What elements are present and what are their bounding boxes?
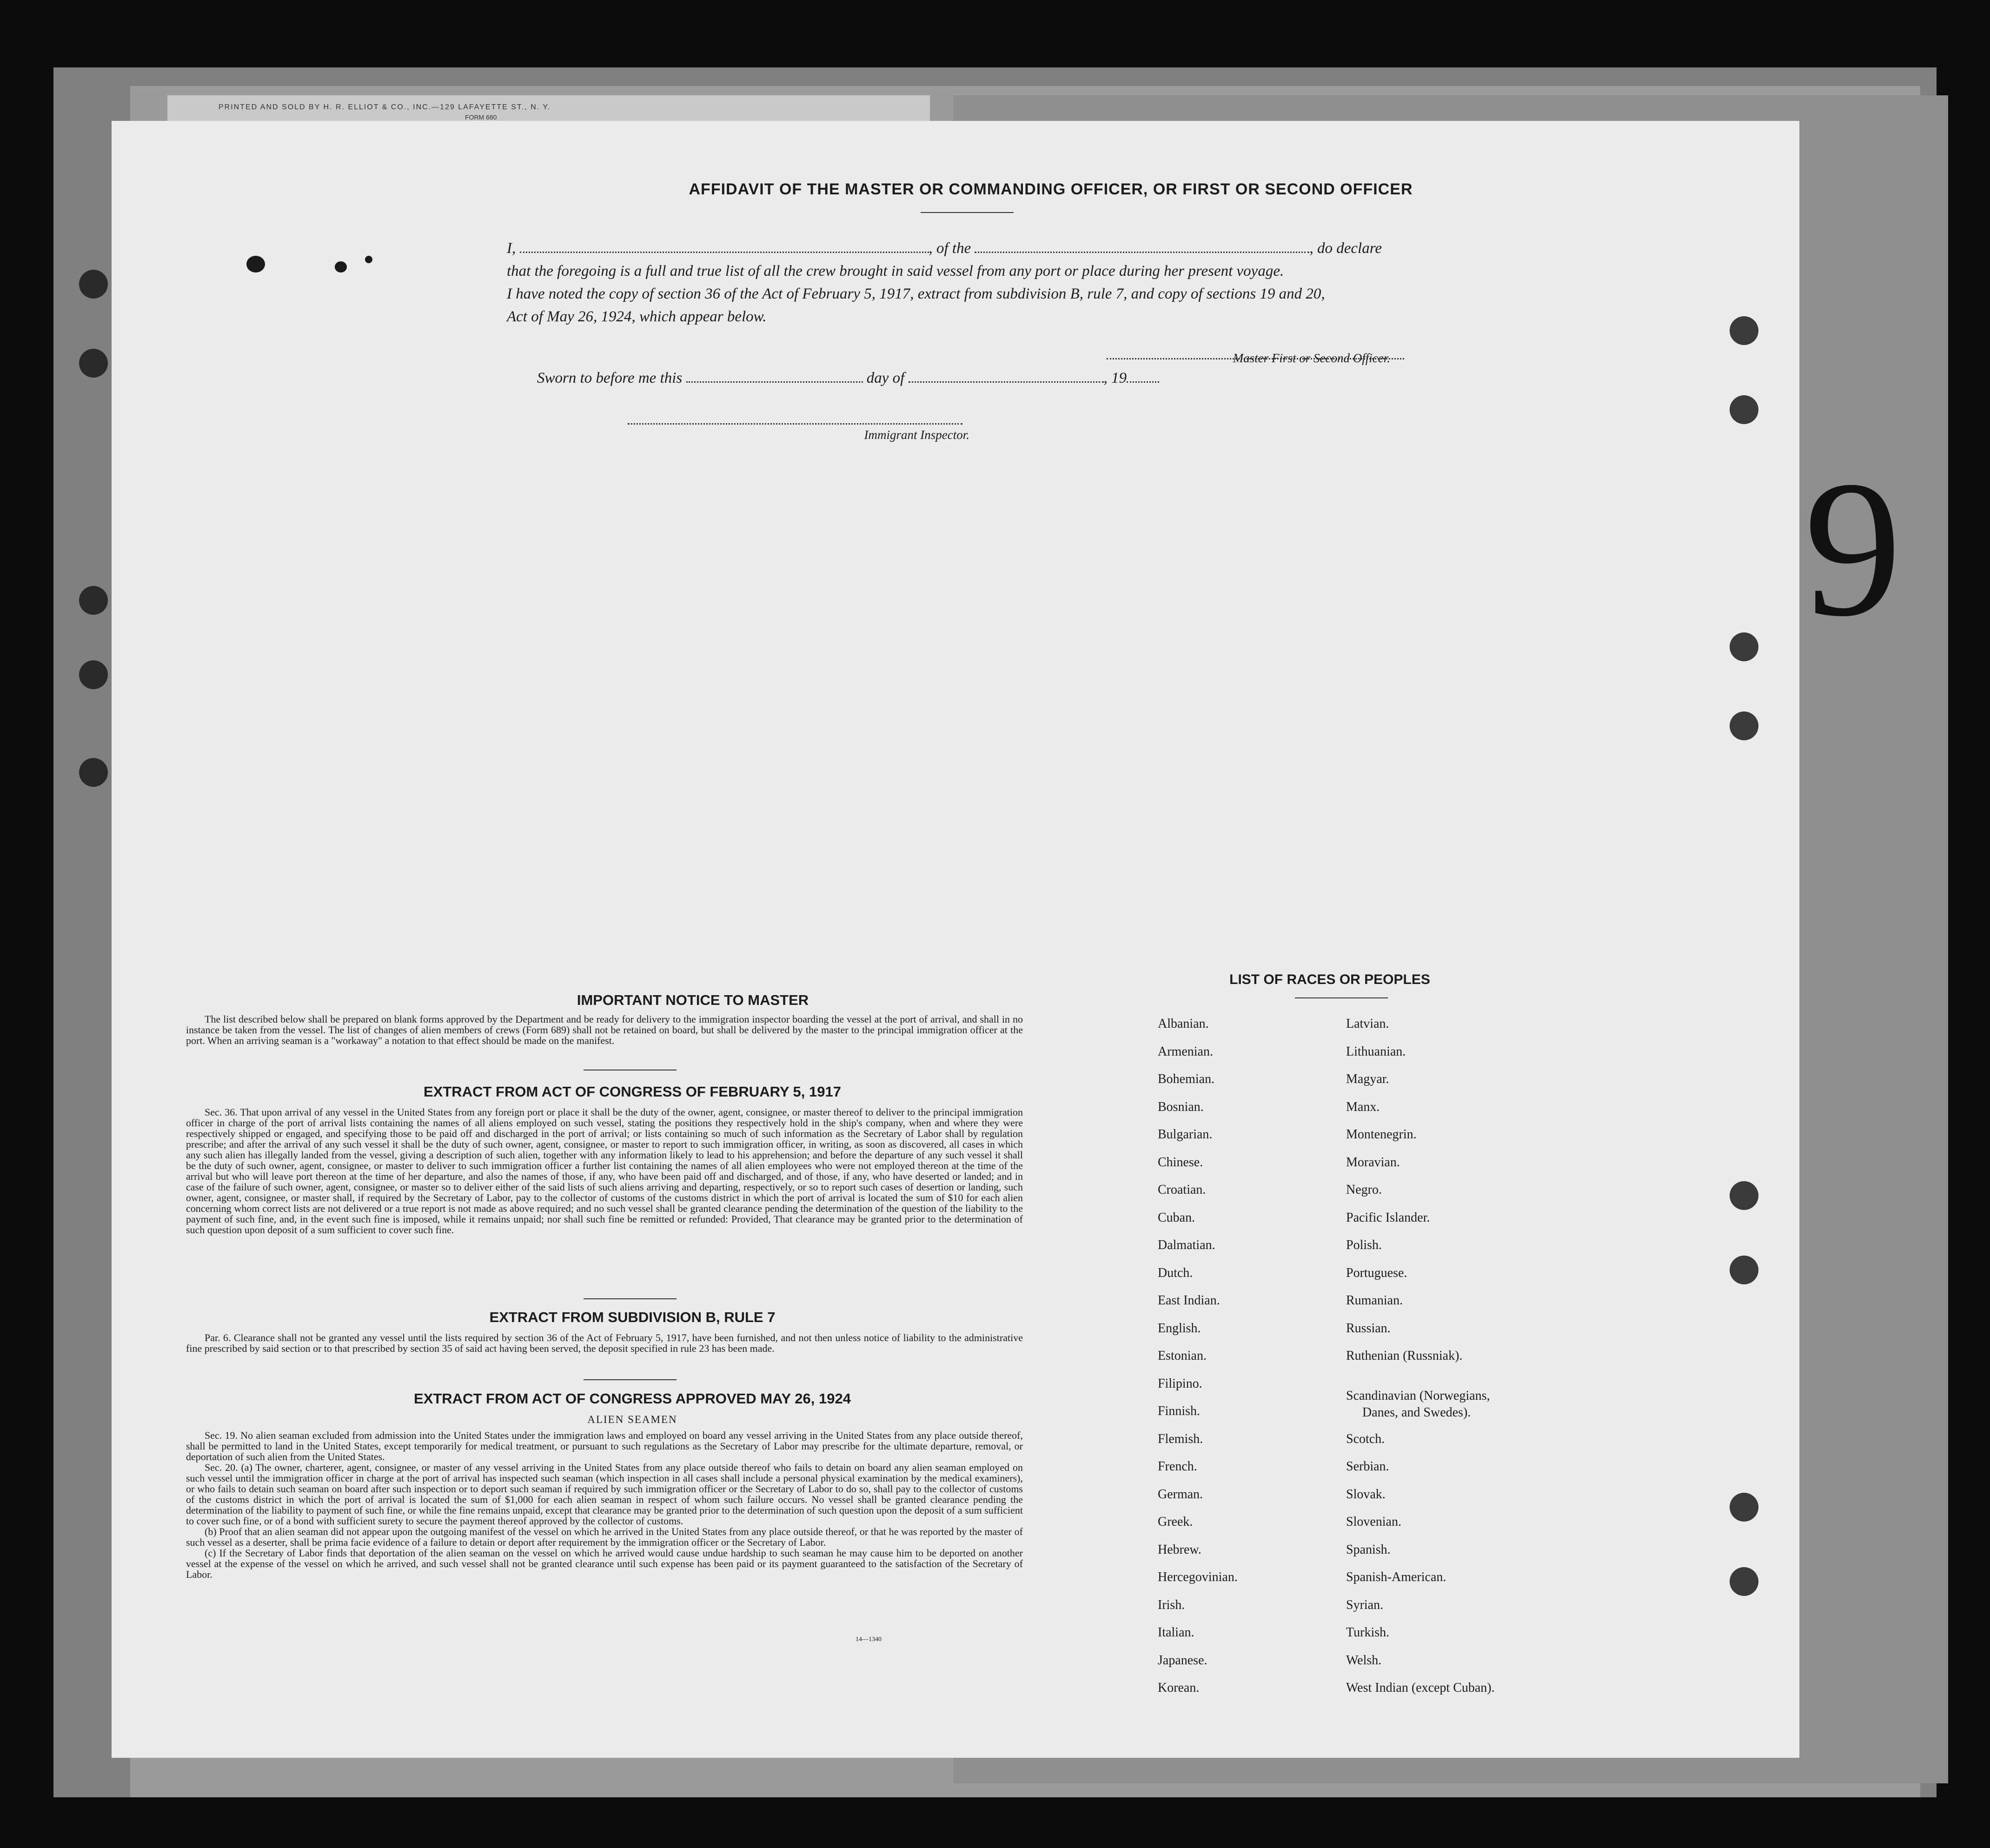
extract-1924-title: EXTRACT FROM ACT OF CONGRESS APPROVED MAY 26, 1924 (414, 1390, 851, 1407)
underlying-form-number: FORM 680 (465, 113, 497, 121)
race-item: Scandinavian (Norwegians, (1346, 1389, 1490, 1403)
race-item: Chinese. (1158, 1155, 1203, 1170)
race-item: Bohemian. (1158, 1072, 1215, 1086)
race-item: Hercegovinian. (1158, 1570, 1238, 1584)
affidavit-line-4: Act of May 26, 1924, which appear below. (507, 308, 767, 325)
affidavit-line-1: I, , of the , do declare (507, 240, 1382, 257)
notice-text: The list described below shall be prepared on blank forms approved by the Department and be ready for delivery to the immigration inspector boarding the vessel at the port of arrival, and shall in no instance be taken from the vessel. The list of changes of alien members of crews (Form 689) shall not be retained on board, but shall be delivered by the master to the principal immigration officer at the port. When an arriving seaman is a "workaway" a notation to that effect should be made on the manifest. (186, 1013, 1023, 1046)
race-item: Filipino. (1158, 1376, 1202, 1391)
extract-rule7-title: EXTRACT FROM SUBDIVISION B, RULE 7 (489, 1309, 776, 1325)
inspector-line[interactable] (628, 413, 962, 425)
signature-label: Master First or Second Officer. (1233, 351, 1390, 365)
ink-blot (365, 256, 372, 263)
punch-hole (79, 660, 108, 689)
extract-1917-title: EXTRACT FROM ACT OF CONGRESS OF FEBRUARY 5, 1917 (424, 1084, 841, 1100)
race-item: Negro. (1346, 1183, 1382, 1197)
race-item: Albanian. (1158, 1017, 1209, 1031)
race-item: Magyar. (1346, 1072, 1389, 1086)
affidavit-line-3: I have noted the copy of section 36 of the Act of February 5, 1917, extract from subdivision B, rule 7, and copy of sections 19 and 20, (507, 286, 1325, 302)
race-item: Lithuanian. (1346, 1044, 1406, 1059)
race-item: Moravian. (1346, 1155, 1400, 1170)
race-item: East Indian. (1158, 1293, 1220, 1308)
race-item: Spanish. (1346, 1542, 1391, 1557)
race-item: Portuguese. (1346, 1265, 1407, 1280)
printer-line: PRINTED AND SOLD BY H. R. ELLIOT & CO., INC.—129 LAFAYETTE ST., N. Y. (219, 103, 551, 111)
race-item: Latvian. (1346, 1017, 1389, 1031)
sec20b-text: (b) Proof that an alien seaman did not appear upon the outgoing manifest of the vessel on which he arrived in the United States from any place outside thereof, or that he was reported by the master of such vessel as a deserter, shall be prima facie evidence of a failure to detain or deport after requirement by the immigration officer or the Secretary of Labor. (186, 1526, 1023, 1548)
race-item: Greek. (1158, 1515, 1193, 1529)
races-rule (1295, 997, 1388, 998)
race-item: Rumanian. (1346, 1293, 1403, 1308)
punch-hole (79, 758, 108, 787)
affidavit-title: AFFIDAVIT OF THE MASTER OR COMMANDING OFFICER, OR FIRST OR SECOND OFFICER (689, 180, 1413, 198)
punch-hole (79, 349, 108, 378)
punch-hole (79, 586, 108, 615)
race-item: Bulgarian. (1158, 1127, 1213, 1142)
race-item: Dutch. (1158, 1265, 1193, 1280)
race-item: Russian. (1346, 1321, 1391, 1336)
sworn-day-blank[interactable] (686, 371, 863, 383)
sworn-month-blank[interactable] (909, 371, 1104, 383)
punch-hole (1730, 632, 1758, 661)
race-item: Montenegrin. (1346, 1127, 1417, 1142)
form-code: 14—1340 (856, 1636, 882, 1643)
race-item: Slovenian. (1346, 1515, 1401, 1529)
punch-hole (1730, 395, 1758, 424)
punch-hole (1730, 1256, 1758, 1284)
race-item: Serbian. (1346, 1459, 1389, 1474)
title-rule (921, 212, 1014, 213)
punch-hole (1730, 1493, 1758, 1522)
sec19-text: Sec. 19. No alien seaman excluded from admission into the United States under the immigration laws and employed on board any vessel arriving in the United States from any place outside thereof, shall be permitted to land in the United States, except temporarily for medical treatment, or pursuant to such regulations as the Secretary of Labor may prescribe for the ultimate departure, removal, or deportation of such alien from the United States. (186, 1429, 1023, 1462)
sec20a-text: Sec. 20. (a) The owner, charterer, agent, consignee, or master of any vessel arriving in the United States from any place outside thereof who fails to detain on board any alien seaman employed on such vessel until the immigration officer in charge at the port of arrival has inspected such seaman (which inspection in all cases shall include a personal physical examination by the medical examiners), or who fails to detain such seaman on board after such inspection or to deport such seaman if required by such immigration officer or the Secretary of Labor to do so, shall pay to the collector of customs of the customs district in which the port of arrival is located the sum of $1,000 for each alien seaman in respect of whom such failure occurs. No vessel shall be granted clearance pending the determination of the liability to payment of such fine, or while the fine remains unpaid, except that clearance may be granted prior to the determination of such question upon the deposit of a sum sufficient to cover such fine, or of a bond with sufficient surety to secure the payment thereof approved by the collector of customs. (186, 1462, 1023, 1527)
race-item: Estonian. (1158, 1349, 1207, 1363)
section-rule (584, 1379, 677, 1380)
ink-blot (335, 261, 347, 273)
race-item: Spanish-American. (1346, 1570, 1446, 1584)
race-item: Manx. (1346, 1099, 1380, 1114)
race-item: Irish. (1158, 1597, 1185, 1612)
notice-title: IMPORTANT NOTICE TO MASTER (577, 992, 809, 1008)
form-page (112, 121, 1799, 1758)
race-item: French. (1158, 1459, 1197, 1474)
race-item: Hebrew. (1158, 1542, 1201, 1557)
affidavit-body (507, 237, 1548, 328)
affidavit-line-2: that the foregoing is a full and true list of all the crew brought in said vessel from any port or place during her present voyage. (507, 263, 1284, 279)
race-item: Croatian. (1158, 1183, 1206, 1197)
section-rule (584, 1298, 677, 1299)
race-item: Polish. (1346, 1238, 1382, 1252)
race-item: Ruthenian (Russniak). (1346, 1349, 1463, 1363)
extract-1924-body (186, 1430, 1023, 1580)
handwritten-number: 9 (1804, 440, 1902, 657)
inspector-label: Immigrant Inspector. (864, 428, 969, 442)
race-item: Pacific Islander. (1346, 1210, 1430, 1225)
punch-hole (1730, 711, 1758, 740)
race-item: Turkish. (1346, 1625, 1390, 1640)
name-blank[interactable] (520, 241, 929, 253)
race-item: Scotch. (1346, 1431, 1385, 1446)
extract-1917-text: Sec. 36. That upon arrival of any vessel in the United States from any foreign port or place it shall be the duty of the owner, agent, consignee, or master thereof to deliver to the principal immigration officer in charge of the port of arrival lists containing the names of all aliens employed on such vessel, stating the positions they respectively hold in the ship's company, when and where they were respectively shipped or engaged, and specifying those to be paid off and discharged in the port of arrival; or lists containing so much of such information as the Secretary of Labor shall by regulation prescribe; and after the arrival of any such vessel it shall be the duty of such owner, agent, consignee, or master to report to such immigration officer, in writing, as soon as discovered, all cases in which any such alien has illegally landed from the vessel, giving a description of such alien, together with any information likely to lead to his apprehension; and before the departure of any such vessel it shall be the duty of such owner, agent, consignee, or master to deliver to such immigration officer a further list containing the names of all alien employees who were not employed thereon at the time of the arrival but who will leave port thereon at the time of her departure, and also the names of those, if any, who have been paid off and discharged, and of those, if any, who have deserted or landed; and in case of the failure of such owner, agent, consignee, or master so to deliver either of the said lists of such aliens arriving and departing, respectively, or so to report such cases of desertion or landing, such owner, agent, consignee, or master shall, if required by the Secretary of Labor, pay to the collector of customs of the customs district in which the port of arrival is located the sum of $10 for each alien concerning whom correct lists are not delivered or a true report is not made as above required; and no such vessel shall be granted clearance pending the determination of the question of the liability to the payment of such fine, and, in the event such fine is imposed, while it remains unpaid; nor shall such fine be remitted or refunded: Provided, That clearance may be granted prior to the determination of such question upon deposit of a sum sufficient to cover such fine. (186, 1106, 1023, 1236)
race-item: West Indian (except Cuban). (1346, 1681, 1495, 1695)
race-item: Slovak. (1346, 1487, 1386, 1502)
race-item: Italian. (1158, 1625, 1194, 1640)
punch-hole (79, 270, 108, 299)
race-item: German. (1158, 1487, 1203, 1502)
punch-hole (1730, 316, 1758, 345)
ink-blot (246, 256, 265, 273)
sec20c-text: (c) If the Secretary of Labor finds that deportation of the alien seaman on the vessel on which he arrived would cause undue hardship to such seaman he may cause him to be deported on another vessel at the expense of the vessel on which he arrived, and such vessel shall not be granted clearance until such expense has been paid or its payment guaranteed to the satisfaction of the Secretary of Labor. (186, 1547, 1023, 1580)
race-item: Cuban. (1158, 1210, 1195, 1225)
race-item: Armenian. (1158, 1044, 1213, 1059)
race-item: Welsh. (1346, 1653, 1382, 1668)
race-item: Syrian. (1346, 1597, 1384, 1612)
punch-hole (1730, 1181, 1758, 1210)
race-item: Korean. (1158, 1681, 1200, 1695)
punch-hole (1730, 1567, 1758, 1596)
race-item: Flemish. (1158, 1431, 1203, 1446)
race-item: English. (1158, 1321, 1201, 1336)
races-title: LIST OF RACES OR PEOPLES (1229, 972, 1430, 987)
vessel-blank[interactable] (975, 241, 1309, 253)
race-item: Bosnian. (1158, 1099, 1204, 1114)
race-item: Dalmatian. (1158, 1238, 1215, 1252)
race-item: Japanese. (1158, 1653, 1207, 1668)
race-item: Finnish. (1158, 1404, 1201, 1418)
extract-1924-subtitle: ALIEN SEAMEN (587, 1414, 677, 1425)
sworn-line: Sworn to before me this day of , 19 (537, 370, 1467, 387)
race-item: Danes, and Swedes). (1362, 1405, 1471, 1420)
sworn-year-blank[interactable] (1127, 371, 1159, 383)
extract-rule7-text: Par. 6. Clearance shall not be granted any vessel until the lists required by section 36 of the Act of February 5, 1917, have been furnished, and not then unless notice of liability to the administrative fine prescribed by said section or to that prescribed by section 35 of said act having been served, the deposit specified in rule 23 has been made. (186, 1332, 1023, 1354)
